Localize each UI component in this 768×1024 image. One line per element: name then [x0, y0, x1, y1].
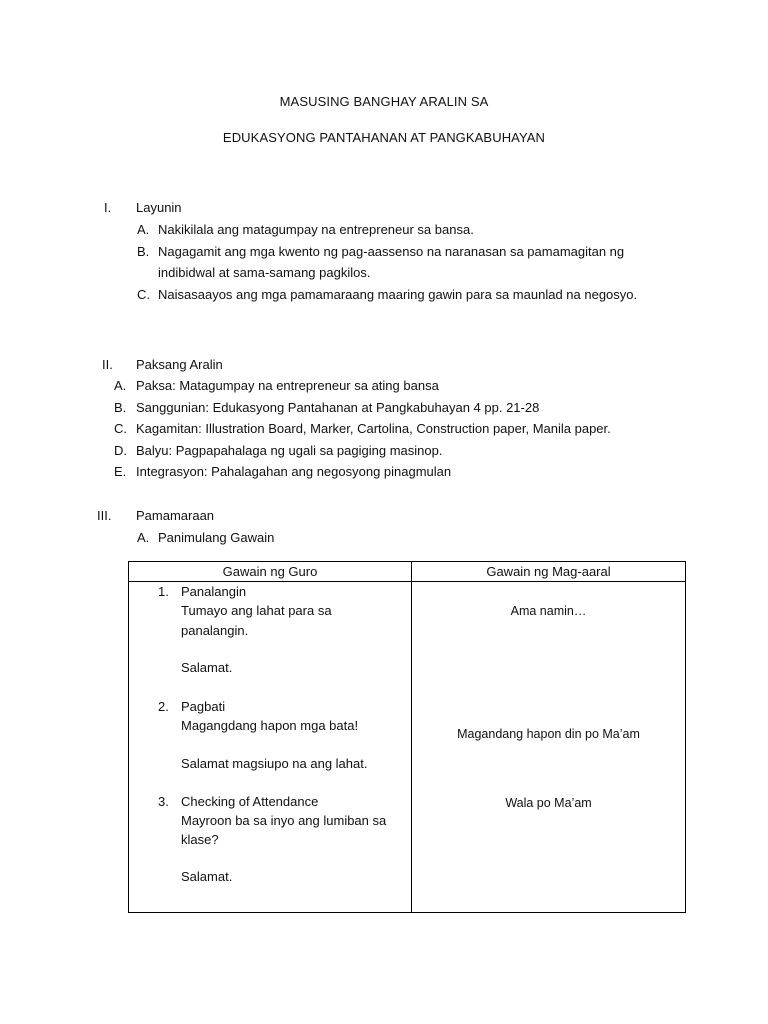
column-header-student: Gawain ng Mag-aaral	[412, 562, 686, 582]
step-text: Tumayo ang lahat para sa	[181, 603, 332, 618]
student-response: Ama namin…	[510, 604, 587, 618]
list-item: Paksa: Matagumpay na entrepreneur sa ating bansa	[136, 378, 439, 393]
list-item-continuation: indibidwal at sama-samang pagkilos.	[158, 265, 371, 280]
list-letter: C.	[137, 287, 150, 302]
student-response: Magandang hapon din po Ma’am	[457, 727, 640, 741]
list-item: Kagamitan: Illustration Board, Marker, Cartolina, Construction paper, Manila paper.	[136, 421, 611, 436]
step-text: Magangdang hapon mga bata!	[181, 718, 359, 733]
list-letter: A.	[137, 530, 150, 545]
student-activities-cell	[412, 582, 686, 913]
step-text: Salamat.	[181, 660, 233, 675]
section-numeral: I.	[104, 200, 112, 215]
list-item: Naisasaayos ang mga pamamaraang maaring gawin para sa maunlad na negosyo.	[158, 287, 638, 302]
step-number: 3.	[158, 794, 169, 809]
list-letter: D.	[114, 443, 127, 458]
step-text: Salamat magsiupo na ang lahat.	[181, 756, 368, 771]
document-subtitle: EDUKASYONG PANTAHANAN AT PANGKABUHAYAN	[222, 130, 546, 145]
document-title: MASUSING BANGHAY ARALIN SA	[279, 94, 489, 109]
section-heading: Pamamaraan	[136, 508, 215, 523]
step-label: Checking of Attendance	[181, 794, 319, 809]
list-item: Nagagamit ang mga kwento ng pag-aassenso na naranasan sa pamamagitan ng	[158, 244, 625, 259]
step-label: Pagbati	[181, 699, 226, 714]
step-label: Panalangin	[181, 584, 247, 599]
column-header-teacher: Gawain ng Guro	[129, 562, 412, 582]
step-text: Mayroon ba sa inyo ang lumiban sa	[181, 813, 387, 828]
list-item: Sanggunian: Edukasyong Pantahanan at Pangkabuhayan 4 pp. 21-28	[136, 400, 540, 415]
table-row	[129, 582, 686, 913]
step-text: panalangin.	[181, 623, 249, 638]
list-letter: A.	[137, 222, 150, 237]
list-letter: C.	[114, 421, 127, 436]
teacher-activities-cell	[129, 582, 412, 913]
list-letter: B.	[137, 244, 150, 259]
step-number: 1.	[158, 584, 169, 599]
subsection-heading: Panimulang Gawain	[158, 530, 275, 545]
step-text: Salamat.	[181, 869, 233, 884]
section-heading: Paksang Aralin	[136, 357, 223, 372]
step-number: 2.	[158, 699, 169, 714]
step-text: klase?	[181, 832, 219, 847]
student-response: Wala po Ma’am	[505, 796, 592, 810]
list-letter: E.	[114, 464, 127, 479]
list-item: Nakikilala ang matagumpay na entrepreneur sa bansa.	[158, 222, 474, 237]
list-item: Integrasyon: Pahalagahan ang negosyong pinagmulan	[136, 464, 452, 479]
section-numeral: II.	[102, 357, 113, 372]
section-heading: Layunin	[136, 200, 182, 215]
list-letter: B.	[114, 400, 127, 415]
list-letter: A.	[114, 378, 127, 393]
list-item: Balyu: Pagpapahalaga ng ugali sa pagiging masinop.	[136, 443, 443, 458]
activity-table	[128, 561, 686, 913]
section-numeral: III.	[97, 508, 112, 523]
table-header-row	[129, 562, 686, 582]
